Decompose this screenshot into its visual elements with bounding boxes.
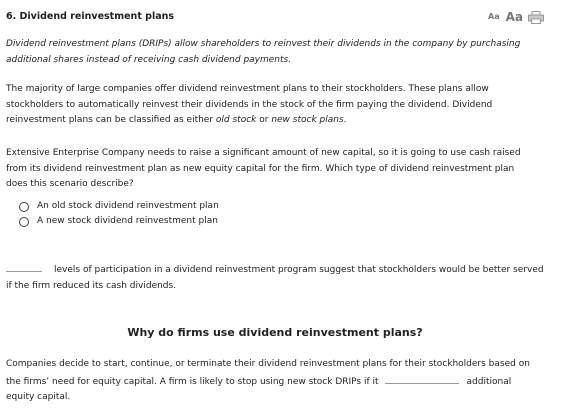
decrease-font-button[interactable]: Aa (488, 12, 500, 21)
conclusion-paragraph: Companies decide to start, continue, or terminate their dividend reinvestment plans for their stockholders based on the firms’ need for equity capital. A firm is likely to stop using new stock DRIPs if it additional equity capital. (6, 359, 530, 402)
plans-paragraph: The majority of large companies offer dividend reinvestment plans to their stockholders. These plans allow stockholders to automatically reinvest their dividends in the stock of the firm paying the dividend. Dividend reinvestment plans can be classified as either old stock or new stock plans. (6, 84, 493, 125)
option-label: An old stock dividend reinvestment plan (37, 200, 219, 211)
question-header (6, 9, 544, 27)
participation-level-dropdown[interactable] (6, 261, 42, 272)
section-heading: Why do firms use dividend reinvestment plans? (127, 326, 423, 339)
toolbar (488, 9, 544, 25)
radio-button[interactable] (19, 217, 29, 227)
option-new-stock[interactable] (19, 214, 218, 229)
intro-paragraph: Dividend reinvestment plans (DRIPs) allow shareholders to reinvest their dividends in the company by purchasing additional shares instead of receiving cash dividend payments. (6, 39, 521, 65)
increase-font-button[interactable]: Aa (505, 10, 523, 24)
print-icon[interactable] (528, 11, 544, 24)
radio-button[interactable] (19, 202, 29, 212)
capital-need-dropdown[interactable] (385, 373, 459, 384)
term-new-stock-plans: new stock plans (271, 115, 344, 125)
option-label: A new stock dividend reinvestment plan (37, 215, 218, 226)
question-title: 6. Dividend reinvestment plans (6, 11, 175, 22)
option-old-stock[interactable] (19, 199, 219, 214)
participation-paragraph: levels of participation in a dividend reinvestment program suggest that stockholders would be better served if the firm reduced its cash dividends. (6, 261, 546, 294)
scenario-paragraph: Extensive Enterprise Company needs to raise a significant amount of new capital, so it is going to use cash raised from its dividend reinvestment plan as new equity capital for the firm. Which type of dividend reinvestment plan does this scenario describe? (6, 148, 521, 189)
term-old-stock: old stock (215, 115, 257, 125)
